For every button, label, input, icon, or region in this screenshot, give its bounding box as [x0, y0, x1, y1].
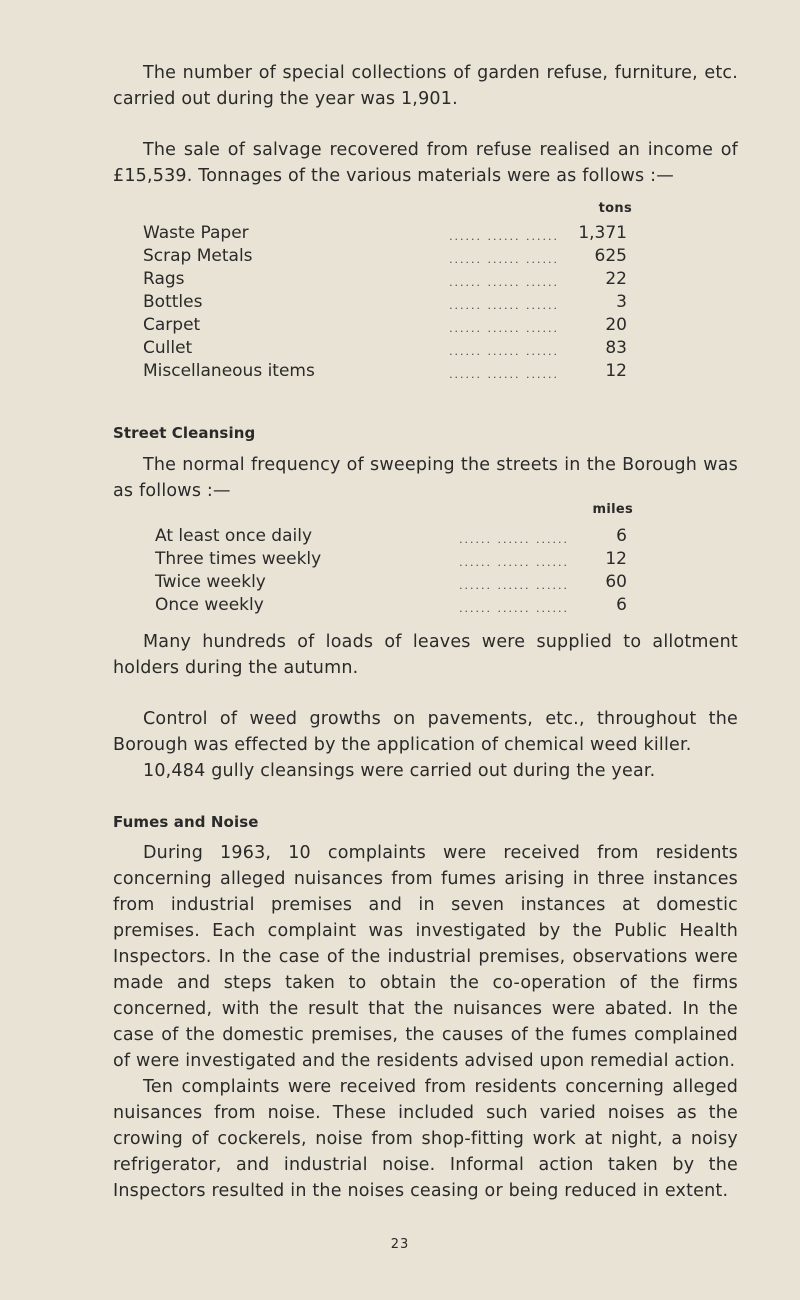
leaves-section	[113, 629, 738, 681]
salvage-row-label: Scrap Metals	[143, 246, 253, 266]
salvage-row-label: Miscellaneous items	[143, 361, 315, 381]
street-cleansing-paragraph: The normal frequency of sweeping the streets in the Borough was as follows :—	[113, 455, 738, 501]
street-row-leader: ...... ...... ......	[459, 579, 569, 592]
salvage-row-value: 83	[605, 338, 627, 358]
fumes-section	[113, 840, 738, 1074]
street-cleansing-intro	[113, 452, 738, 504]
street-row-leader: ...... ...... ......	[459, 533, 569, 546]
salvage-row	[143, 220, 627, 243]
weeds-paragraph: Control of weed growths on pavements, etc., throughout the Borough was effected by the application of chemical weed killer.	[113, 709, 738, 755]
salvage-table	[143, 220, 627, 381]
street-row-value: 12	[605, 549, 627, 569]
salvage-row-label: Carpet	[143, 315, 201, 335]
salvage-row-value: 20	[605, 315, 627, 335]
salvage-row-leader: ...... ...... ......	[449, 299, 559, 312]
street-row	[155, 546, 627, 569]
street-row	[155, 569, 627, 592]
page-number: 23	[390, 1237, 410, 1252]
salvage-row-label: Cullet	[143, 338, 193, 358]
salvage-row-leader: ...... ...... ......	[449, 322, 559, 335]
street-row	[155, 592, 627, 615]
salvage-section	[113, 137, 738, 189]
salvage-row	[143, 266, 627, 289]
street-row-value: 6	[616, 526, 627, 546]
salvage-row	[143, 312, 627, 335]
salvage-row-label: Bottles	[143, 292, 203, 312]
leaves-paragraph: Many hundreds of loads of leaves were supplied to allotment holders during the autumn.	[113, 632, 738, 678]
gully-section	[113, 758, 738, 784]
street-unit-label: miles	[592, 502, 633, 517]
street-row-value: 60	[605, 572, 627, 592]
street-row	[155, 523, 627, 546]
street-row-label: Three times weekly	[155, 549, 322, 569]
fumes-paragraph: During 1963, 10 complaints were received from residents concerning alleged nuisances from fumes arising in three instances from industrial premises and in seven instances at domestic premises. Each complaint was investigated by the Public Health Inspectors. In the case of the industrial premises, observations were made and steps taken to obtain the co-operation of the firms concerned, with the result that the nuisances were abated. In the case of the domestic premises, the causes of the fumes complained of were investigated and the residents advised upon remedial action.	[113, 843, 738, 1071]
salvage-row-value: 625	[594, 246, 627, 266]
street-row-label: At least once daily	[155, 526, 313, 546]
salvage-row-leader: ...... ...... ......	[449, 276, 559, 289]
salvage-row	[143, 289, 627, 312]
street-row-leader: ...... ...... ......	[459, 556, 569, 569]
street-row-leader: ...... ...... ......	[459, 602, 569, 615]
street-cleansing-heading: Street Cleansing	[113, 424, 256, 442]
street-row-value: 6	[616, 595, 627, 615]
gully-paragraph: 10,484 gully cleansings were carried out during the year.	[143, 761, 656, 781]
fumes-noise-heading: Fumes and Noise	[113, 813, 259, 831]
special-collections-paragraph: The number of special collections of garden refuse, furniture, etc. carried out during the year was 1,901.	[113, 63, 738, 109]
salvage-row	[143, 335, 627, 358]
noise-section	[113, 1074, 738, 1204]
salvage-row	[143, 358, 627, 381]
street-row-label: Once weekly	[155, 595, 264, 615]
salvage-row-value: 3	[616, 292, 627, 312]
salvage-unit-label: tons	[598, 201, 632, 216]
salvage-paragraph: The sale of salvage recovered from refuse realised an income of £15,539. Tonnages of the various materials were as follows :—	[113, 140, 738, 186]
salvage-row-leader: ...... ...... ......	[449, 345, 559, 358]
salvage-row-label: Rags	[143, 269, 185, 289]
salvage-row-value: 22	[605, 269, 627, 289]
salvage-row-leader: ...... ...... ......	[449, 368, 559, 381]
intro-section	[113, 60, 738, 112]
weeds-section	[113, 706, 738, 758]
salvage-row-value: 1,371	[578, 223, 627, 243]
salvage-row	[143, 243, 627, 266]
street-cleansing-table	[155, 523, 627, 615]
salvage-row-label: Waste Paper	[143, 223, 249, 243]
salvage-row-leader: ...... ...... ......	[449, 253, 559, 266]
salvage-row-leader: ...... ...... ......	[449, 230, 559, 243]
salvage-row-value: 12	[605, 361, 627, 381]
street-row-label: Twice weekly	[155, 572, 266, 592]
noise-paragraph: Ten complaints were received from residents concerning alleged nuisances from noise. These included such varied noises as the crowing of cockerels, noise from shop-fitting work at night, a noisy refrigerator, and industrial noise. Informal action taken by the Inspectors resulted in the noises ceasing or being reduced in extent.	[113, 1077, 738, 1201]
